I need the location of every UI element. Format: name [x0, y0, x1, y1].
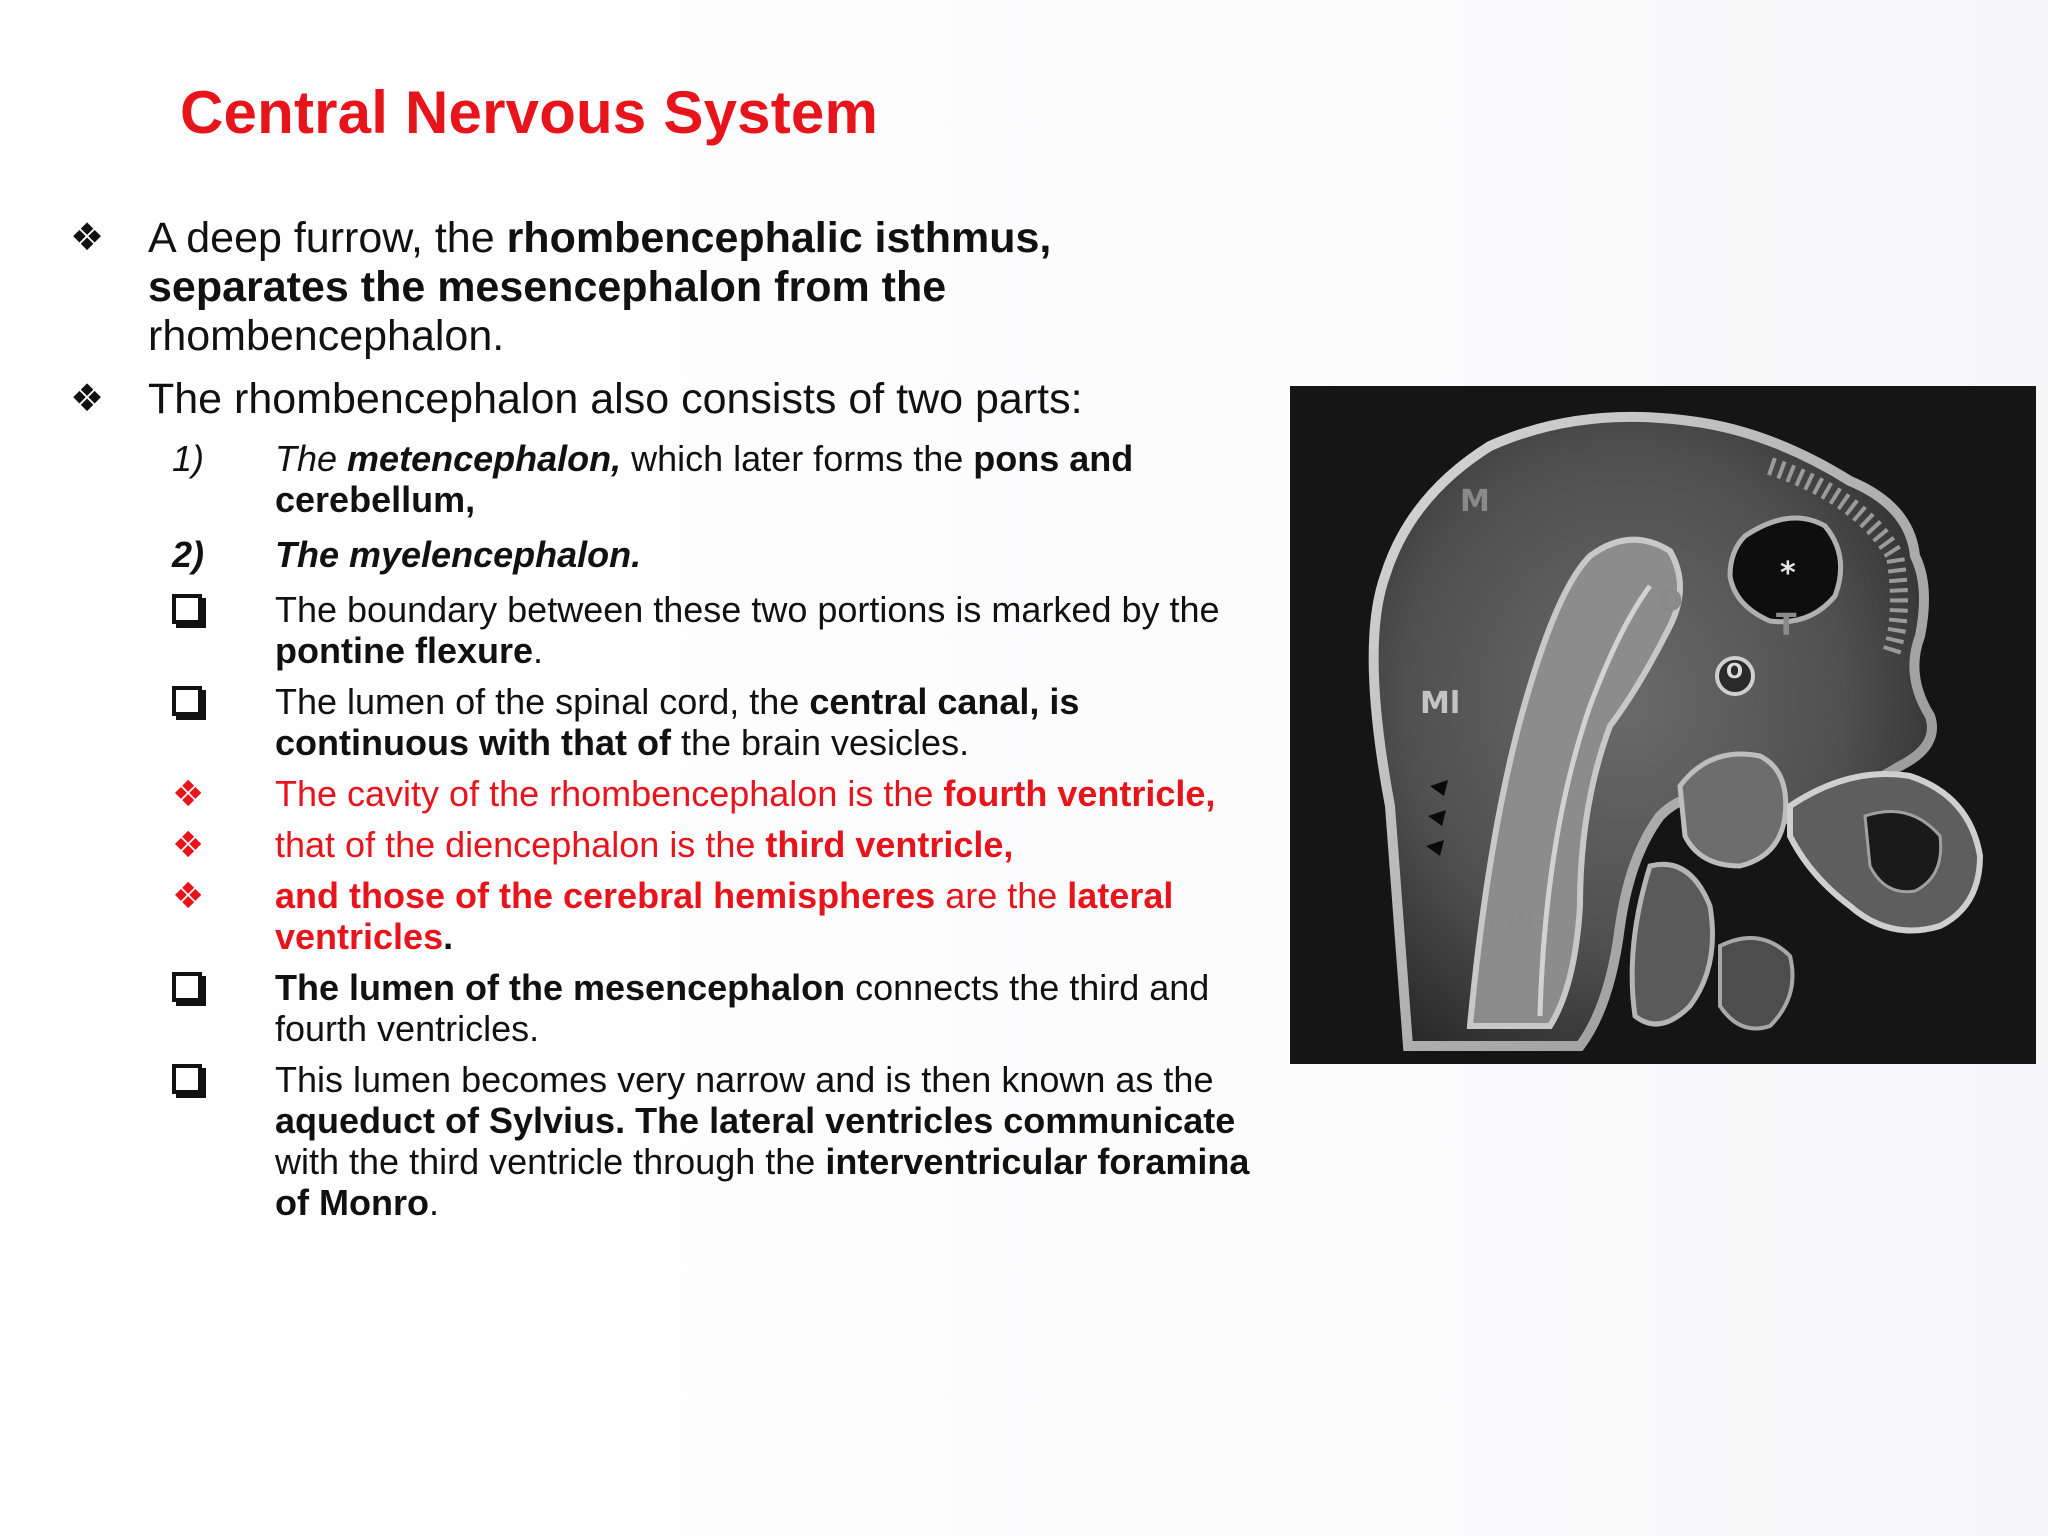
figure-label-ml: Ml — [1420, 686, 1461, 721]
figure-label-my: My — [1486, 901, 1536, 936]
diamond-bullet-icon: ❖ — [70, 378, 105, 420]
checkbox-bullet-icon — [172, 1059, 202, 1100]
list-number: 1) — [172, 438, 205, 479]
embryo-brain-section-image — [1290, 386, 2036, 1064]
checkbox-bullet-icon — [172, 681, 202, 722]
diamond-bullet-icon: ❖ — [172, 824, 205, 865]
checkbox-item-pontine-flexure: The boundary between these two portions is marked by the pontine flexure. — [70, 589, 1250, 671]
brain-section-illustration — [1290, 386, 2036, 1064]
bullet-rhombencephalic-isthmus: ❖ A deep furrow, the rhombencephalic isthmus, separates the mesencephalon from the rhombencephalon. — [70, 214, 1052, 360]
slide-title: Central Nervous System — [180, 79, 879, 146]
figure-label-asterisk: * — [1780, 556, 1796, 591]
diamond-bullet-icon: ❖ — [70, 217, 105, 259]
checkbox-bullet-icon — [172, 967, 202, 1008]
numbered-item-myelencephalon: 2) The myelencephalon. — [172, 534, 642, 575]
red-item-fourth-ventricle: ❖ The cavity of the rhombencephalon is the fourth ventricle, — [172, 773, 1216, 814]
checkbox-item-central-canal: The lumen of the spinal cord, the central canal, is continuous with that of the brain vesicles. — [70, 681, 1250, 763]
checkbox-item-aqueduct: This lumen becomes very narrow and is then known as the aqueduct of Sylvius. The lateral ventricles communicate with the third ventricle through the interventricular foramina of Monro. — [70, 1059, 1250, 1223]
checkbox-item-mesencephalon-lumen: The lumen of the mesencephalon connects the third and fourth ventricles. — [70, 967, 1250, 1049]
figure-label-m: M — [1460, 484, 1490, 519]
checkbox-bullet-icon — [172, 589, 202, 630]
figure-label-o: O — [1726, 659, 1744, 683]
figure-label-t: T — [1776, 608, 1797, 643]
diamond-bullet-icon: ❖ — [172, 773, 205, 814]
red-item-third-ventricle: ❖ that of the diencephalon is the third ventricle, — [172, 824, 1014, 865]
numbered-item-metencephalon: 1) The metencephalon, which later forms the pons and cerebellum, — [172, 438, 1134, 520]
figure-label-d: D — [1658, 584, 1683, 619]
list-number: 2) — [172, 534, 205, 575]
bullet-two-parts: ❖ The rhombencephalon also consists of two parts: — [70, 375, 1083, 423]
diamond-bullet-icon: ❖ — [172, 875, 205, 916]
red-item-lateral-ventricles: ❖ and those of the cerebral hemispheres are the lateral ventricles. — [172, 875, 1174, 957]
bullet-list — [70, 214, 1250, 1233]
